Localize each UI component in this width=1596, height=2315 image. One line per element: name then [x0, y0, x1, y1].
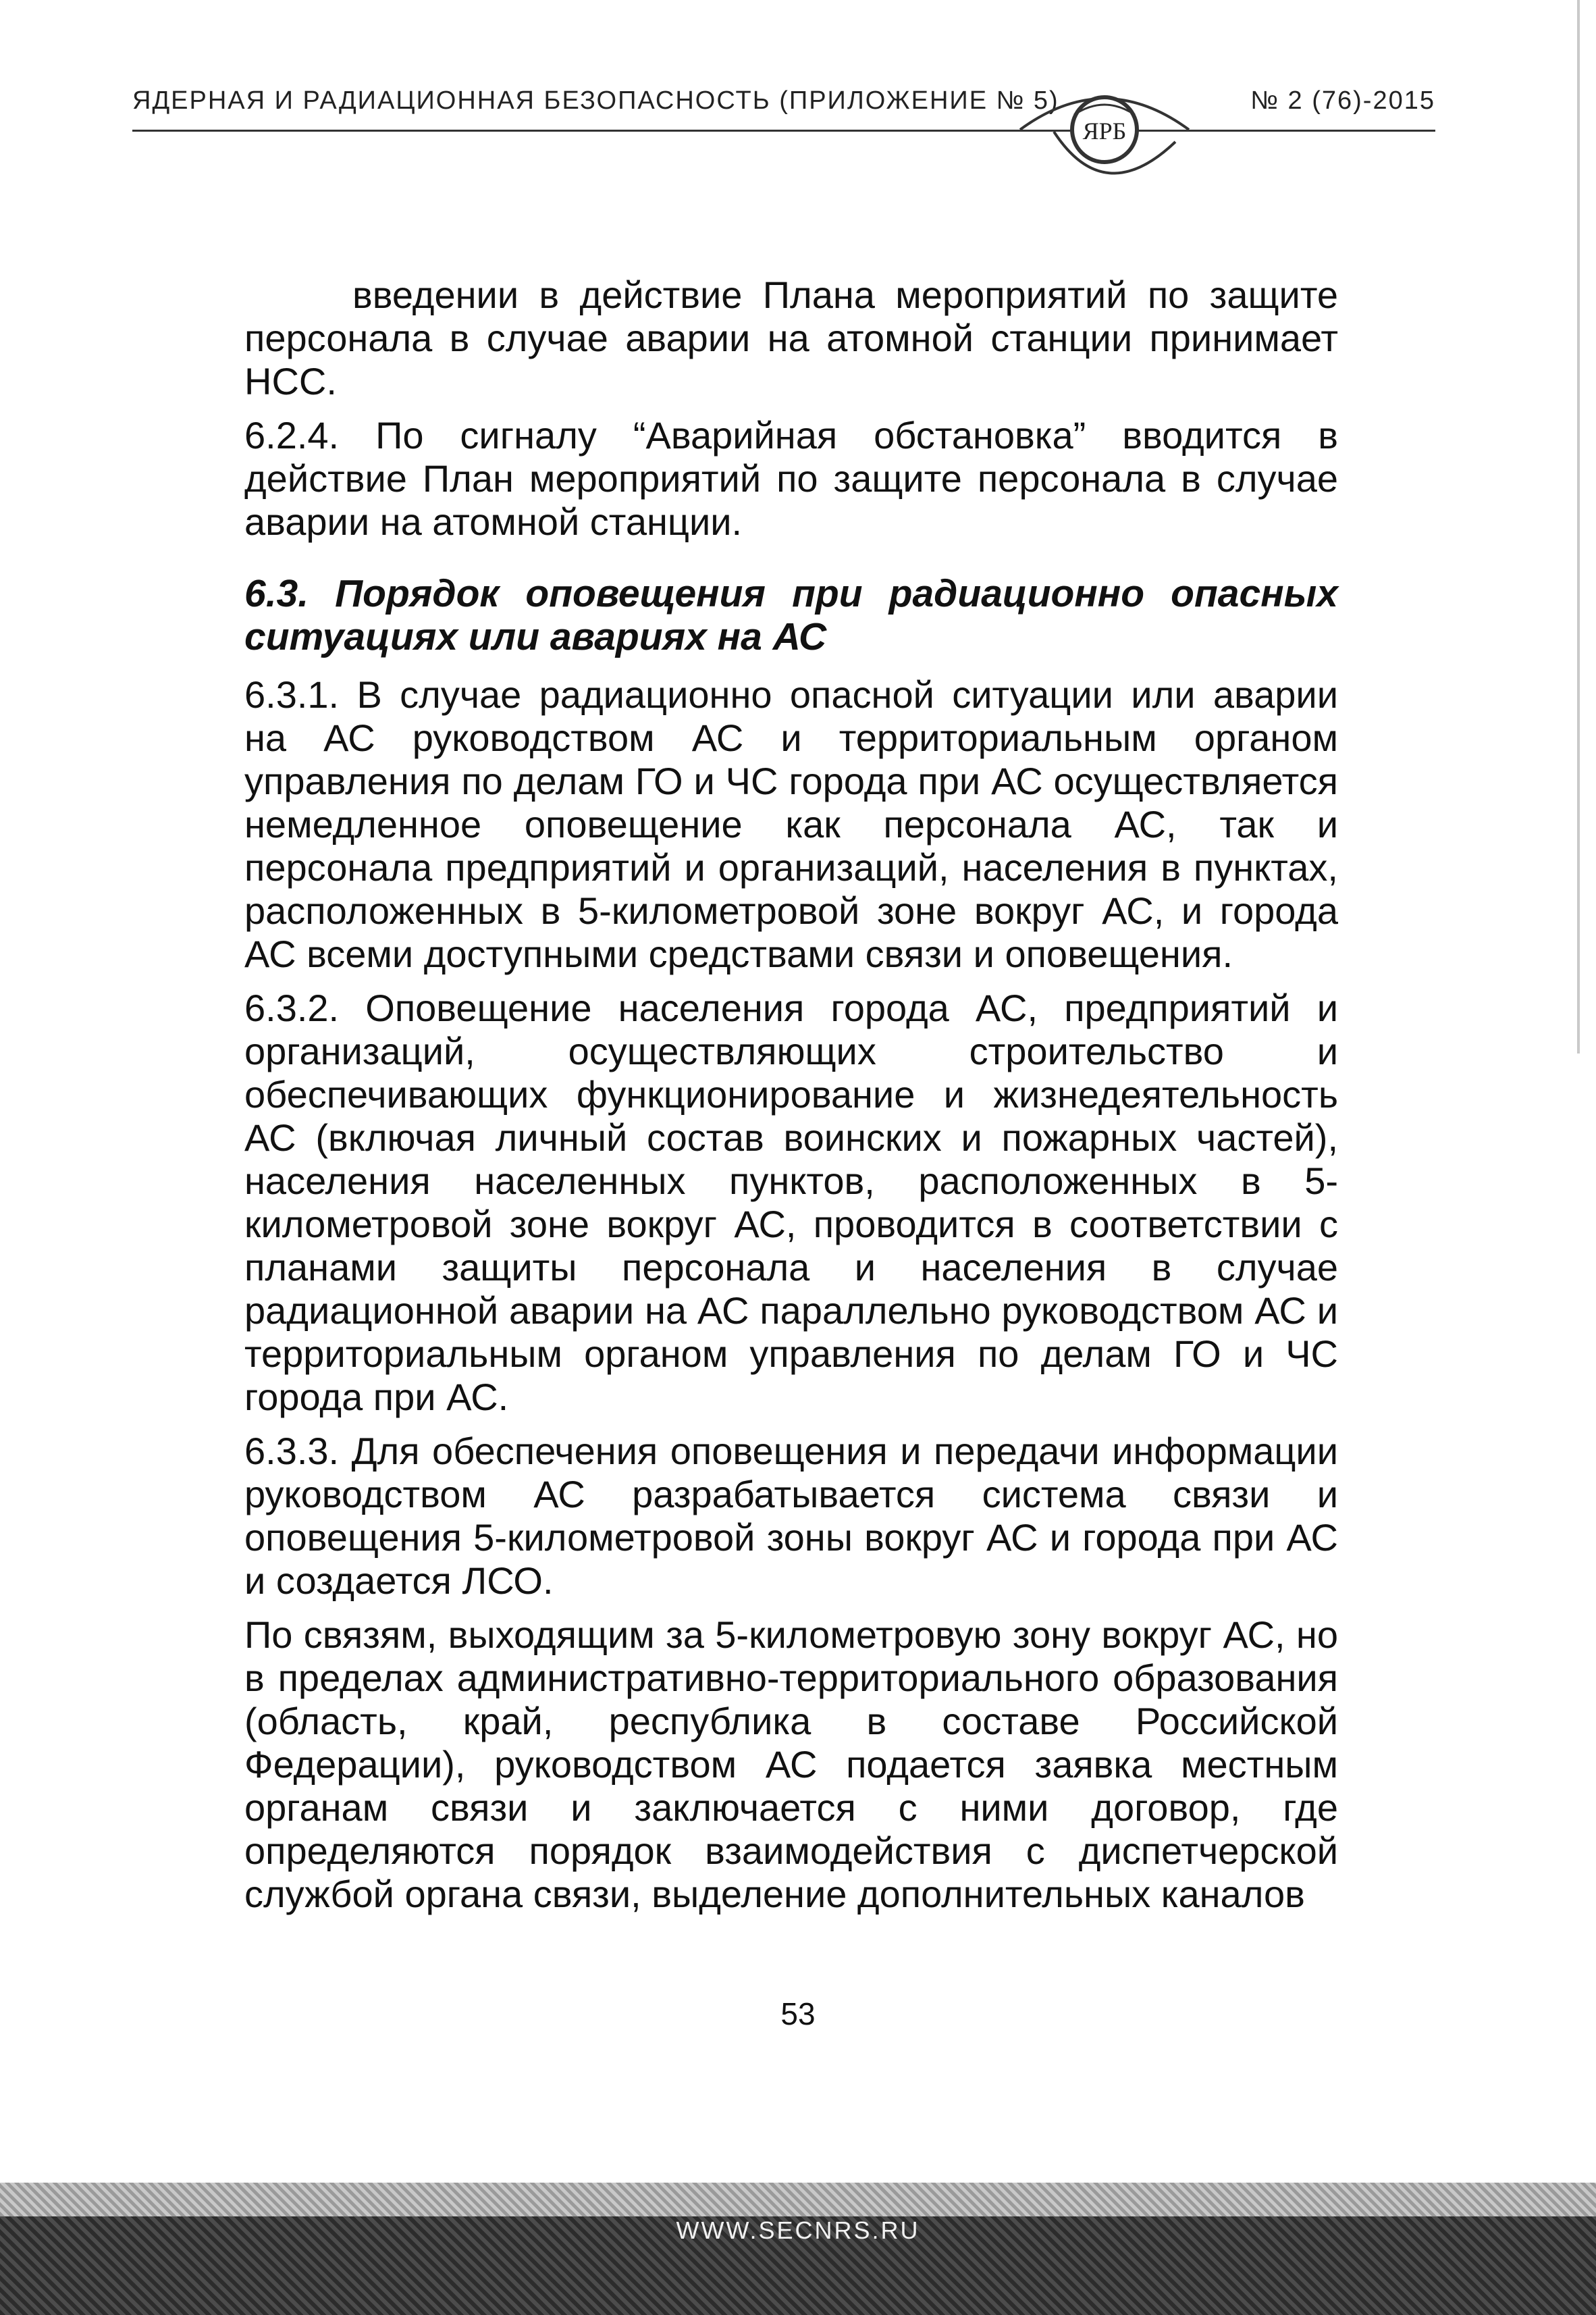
- scan-edge-line: [1577, 0, 1580, 1054]
- paragraph-6-3-3: 6.3.3. Для обеспечения оповещения и передачи информации руководством АС разрабатывается система связи и оповещения 5-километровой зоны вокруг АС и города при АС и создается ЛСО.: [244, 1430, 1338, 1602]
- paragraph-6-2-4: 6.2.4. По сигналу “Аварийная обстановка” вводится в действие План мероприятий по защите персонала в случае аварии на атомной станции.: [244, 414, 1338, 543]
- footer-band-top: [0, 2183, 1596, 2216]
- issue-number: № 2 (76)-2015: [1250, 86, 1435, 115]
- page-header: [132, 74, 1435, 176]
- page-number: 53: [780, 1996, 816, 2031]
- paragraph-6-3-1: 6.3.1. В случае радиационно опасной ситуации или аварии на АС руководством АС и территориальным органом управления по делам ГО и ЧС города при АС осуществляется немедленное оповещение как персонала АС, так и персонала предприятий и организаций, населения в пунктах, расположенных в 5-километровой зоне вокруг АС, и города АС всеми доступными средствами связи и оповещения.: [244, 673, 1338, 975]
- paragraph-continuation: введении в действие Плана мероприятий по защите персонала в случае аварии на атомной станции принимает НСС.: [244, 274, 1338, 402]
- section-heading-6-3: 6.3. Порядок оповещения при радиационно опасных ситуациях или авариях на АС: [244, 572, 1338, 658]
- page-body: [244, 274, 1338, 1916]
- paragraph-communications: По связям, выходящим за 5-километровую зону вокруг АС, но в пределах административно-территориального образования (область, край, республика в составе Российской Федерации), руководством АС подается заявка местным органам связи и заключается с ними договор, где определяются порядок взаимодействия с диспетчерской службой органа связи, выделение дополнительных каналов: [244, 1613, 1338, 1915]
- paragraph-6-3-2: 6.3.2. Оповещение населения города АС, предприятий и организаций, осуществляющих строительство и обеспечивающих функционирование и жизнедеятельность АС (включая личный состав воинских и пожарных частей), населения населенных пунктов, расположенных в 5-километровой зоне вокруг АС, проводится в соответствии с планами защиты персонала и населения в случае радиационной аварии на АС параллельно руководством АС и территориальным органом управления по делам ГО и ЧС города при АС.: [244, 987, 1338, 1418]
- logo-text: ЯРБ: [1082, 118, 1127, 145]
- journal-logo-icon: [1007, 74, 1202, 176]
- header-rule: [132, 130, 1435, 132]
- journal-title: ЯДЕРНАЯ И РАДИАЦИОННАЯ БЕЗОПАСНОСТЬ (ПРИЛОЖЕНИЕ № 5): [132, 86, 1059, 115]
- footer-url: WWW.SECNRS.RU: [676, 2216, 920, 2244]
